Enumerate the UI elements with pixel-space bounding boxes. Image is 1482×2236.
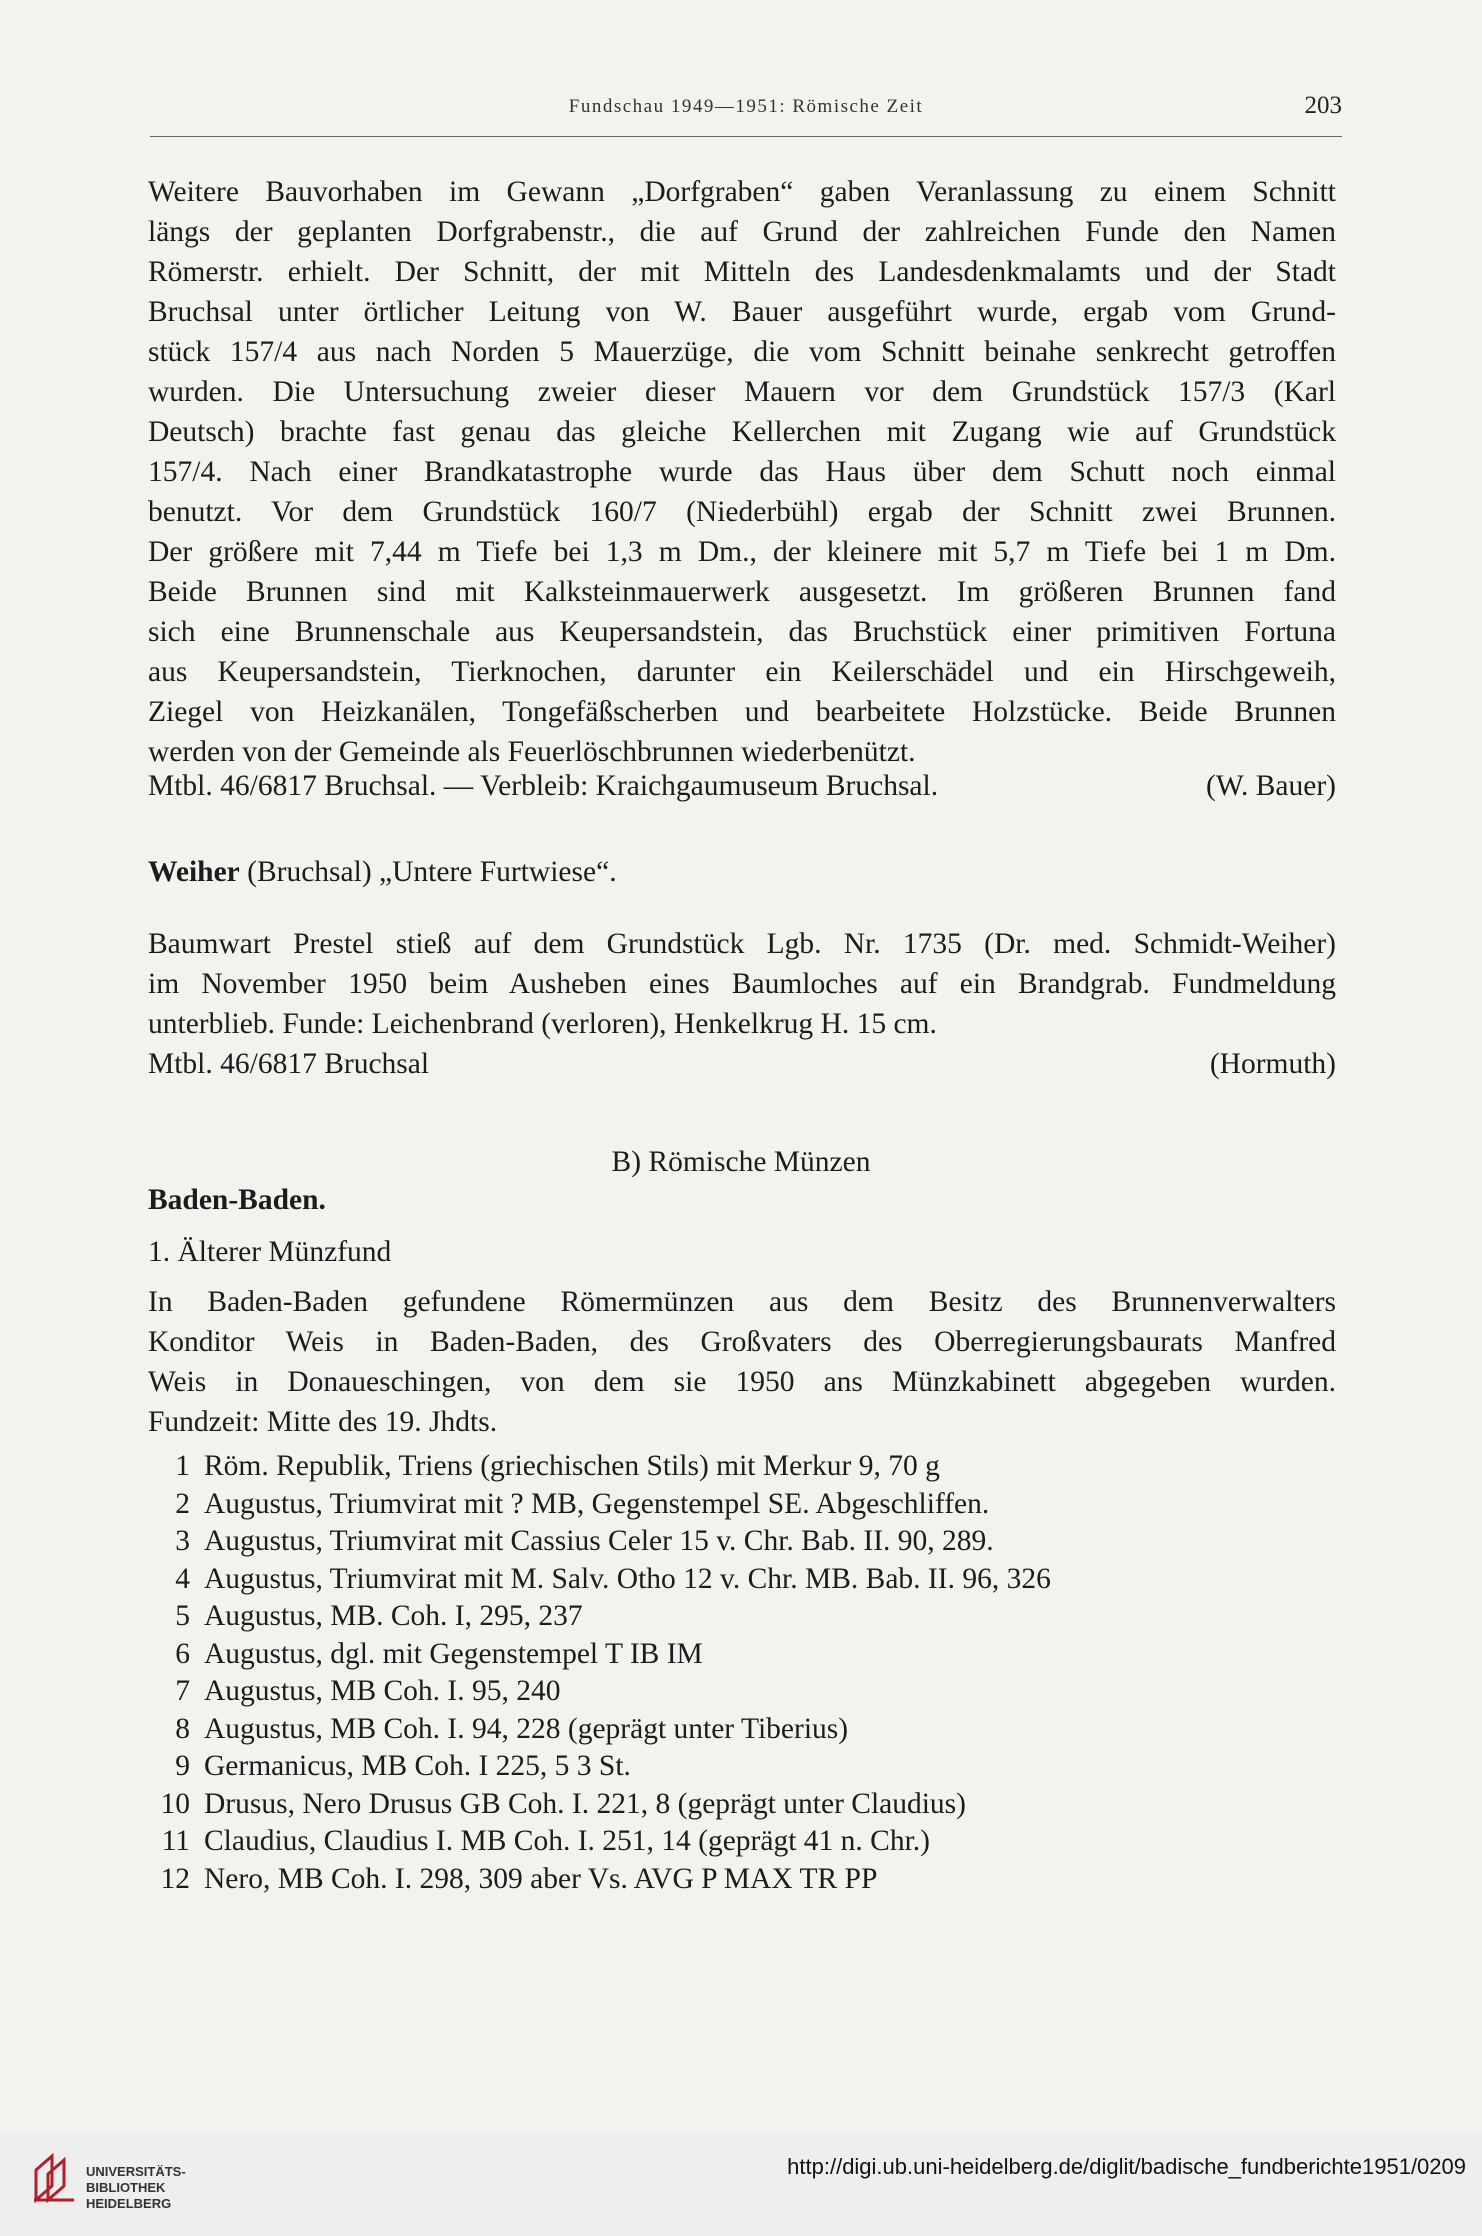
item-text: Nero, MB Coh. I. 298, 309 aber Vs. AVG P MAX TR PP [204,1862,878,1895]
library-logo-icon [30,2152,78,2204]
item-text: Drusus, Nero Drusus GB Coh. I. 221, 8 (geprägt unter Claudius) [204,1787,966,1820]
text-line: Deutsch) brachte fast genau das gleiche Kellerchen mit Zugang wie auf Grundstück [148,416,1336,448]
item-text: Germanicus, MB Coh. I 225, 5 3 St. [204,1750,631,1782]
subheading: 1. Älterer Münzfund [148,1236,392,1268]
text-line: stück 157/4 aus nach Norden 5 Mauerzüge, die vom Schnitt beinahe senkrecht getroffen [148,336,1336,368]
list-item [148,1486,1336,1524]
item-text: Claudius, Claudius I. MB Coh. I. 251, 14 (geprägt 41 n. Chr.) [204,1825,930,1857]
list-item [148,1673,1336,1711]
running-title: Fundschau 1949—1951: Römische Zeit [568,96,924,117]
list-item [148,1561,1336,1599]
text-line: Römerstr. erhielt. Der Schnitt, der mit Mitteln des Landesdenkmalamts und der Stadt [148,256,1336,288]
author-credit: (W. Bauer) [1206,770,1336,802]
item-number: 1 [175,1450,190,1482]
item-number: 6 [175,1637,190,1670]
text-line: Baumwart Prestel stieß auf dem Grundstück Lgb. Nr. 1735 (Dr. med. Schmidt-Weiher) [148,928,1336,960]
list-item [148,1636,1336,1674]
text-line: Weis in Donaueschingen, von dem sie 1950 ans Münzkabinett abgegeben wurden. [148,1366,1336,1398]
item-number: 7 [175,1675,190,1707]
item-number: 10 [160,1787,190,1820]
place-heading: Baden-Baden. [148,1184,326,1216]
item-number: 11 [161,1825,190,1857]
library-name: UNIVERSITÄTS- BIBLIOTHEK HEIDELBERG [86,2164,186,2211]
running-head [150,92,1342,137]
author-credit: (Hormuth) [1209,1048,1336,1080]
item-number: 12 [160,1862,190,1895]
text-line: Fundzeit: Mitte des 19. Jhdts. [148,1406,498,1438]
text-line: längs der geplanten Dorfgrabenstr., die auf Grund der zahlreichen Funde den Namen [148,216,1336,248]
list-item [148,1861,1336,1899]
entry-heading-weiher [148,856,1336,896]
text-line: benutzt. Vor dem Grundstück 160/7 (Niederbühl) ergab der Schnitt zwei Brunnen. [148,496,1336,528]
list-item [148,1786,1336,1824]
map-reference: Mtbl. 46/6817 Bruchsal [148,1048,430,1080]
text-line: aus Keupersandstein, Tierknochen, darunter ein Keilerschädel und ein Hirschgeweih, [148,656,1336,688]
list-item [148,1448,1336,1486]
reference-line-bruchsal [148,770,1336,810]
text-line: 157/4. Nach einer Brandkatastrophe wurde das Haus über dem Schutt noch einmal [148,456,1336,488]
text-line: In Baden-Baden gefundene Römermünzen aus dem Besitz des Brunnenverwalters [148,1286,1336,1318]
text-line: im November 1950 beim Ausheben eines Baumloches auf ein Brandgrab. Fundmeldung [148,968,1336,1000]
text-line: Ziegel von Heizkanälen, Tongefäßscherben und bearbeitete Holzstücke. Beide Brunnen [148,696,1336,728]
item-text: Röm. Republik, Triens (griechischen Stils) mit Merkur 9, 70 g [204,1450,940,1482]
list-item [148,1823,1336,1861]
item-text: Augustus, MB. Coh. I, 295, 237 [204,1600,583,1632]
item-number: 3 [175,1525,190,1557]
coin-list [148,1448,1336,1898]
text-line: Beide Brunnen sind mit Kalksteinmauerwerk ausgesetzt. Im größeren Brunnen fand [148,576,1336,608]
item-number: 4 [175,1562,190,1595]
text-line: unterblieb. Funde: Leichenbrand (verloren), Henkelkrug H. 15 cm. [148,1008,937,1040]
section-heading: B) Römische Münzen [611,1146,871,1178]
item-number: 5 [175,1600,190,1632]
list-item [148,1748,1336,1786]
text-line: sich eine Brunnenschale aus Keupersandstein, das Bruchstück einer primitiven Fortuna [148,616,1336,648]
item-number: 8 [175,1712,190,1745]
paragraph-weiher [148,924,1336,1044]
page-number: 203 [1304,92,1342,119]
place-detail: (Bruchsal) „Untere Furtwiese“. [239,856,617,888]
text-line: Weitere Bauvorhaben im Gewann „Dorfgraben“ gaben Veranlassung zu einem Schnitt [148,176,1336,208]
reference-line-weiher [148,1048,1336,1088]
paragraph-dorfgraben [148,172,1336,772]
item-text: Augustus, dgl. mit Gegenstempel T IB IM [204,1637,703,1670]
text-line: Der größere mit 7,44 m Tiefe bei 1,3 m Dm., der kleinere mit 5,7 m Tiefe bei 1 m Dm. [148,536,1336,568]
item-text: Augustus, MB Coh. I. 95, 240 [204,1675,561,1707]
item-text: Augustus, MB Coh. I. 94, 228 (geprägt unter Tiberius) [204,1712,849,1745]
text-line: Bruchsal unter örtlicher Leitung von W. Bauer ausgeführt wurde, ergab vom Grund- [148,296,1336,328]
source-url-link[interactable]: http://digi.ub.uni-heidelberg.de/diglit/badische_fundberichte1951/0209 [787,2154,1466,2179]
place-name: Weiher [148,856,240,888]
item-text: Augustus, Triumvirat mit Cassius Celer 15 v. Chr. Bab. II. 90, 289. [204,1525,994,1557]
item-text: Augustus, Triumvirat mit ? MB, Gegenstempel SE. Abgeschliffen. [204,1487,990,1520]
text-line: Konditor Weis in Baden-Baden, des Großvaters des Oberregierungsbaurats Manfred [148,1326,1336,1358]
paragraph-baden-baden [148,1282,1336,1442]
list-item [148,1523,1336,1561]
item-number: 2 [175,1487,190,1520]
item-number: 9 [175,1750,190,1782]
text-line: wurden. Die Untersuchung zweier dieser Mauern vor dem Grundstück 157/3 (Karl [148,376,1336,408]
item-text: Augustus, Triumvirat mit M. Salv. Otho 12 v. Chr. MB. Bab. II. 96, 326 [204,1562,1051,1595]
text-line: werden von der Gemeinde als Feuerlöschbrunnen wiederbenützt. [148,736,916,768]
list-item [148,1711,1336,1749]
list-item [148,1598,1336,1636]
map-reference: Mtbl. 46/6817 Bruchsal. — Verbleib: Kraichgaumuseum Bruchsal. [148,770,939,802]
footer-bar [0,2130,1482,2236]
